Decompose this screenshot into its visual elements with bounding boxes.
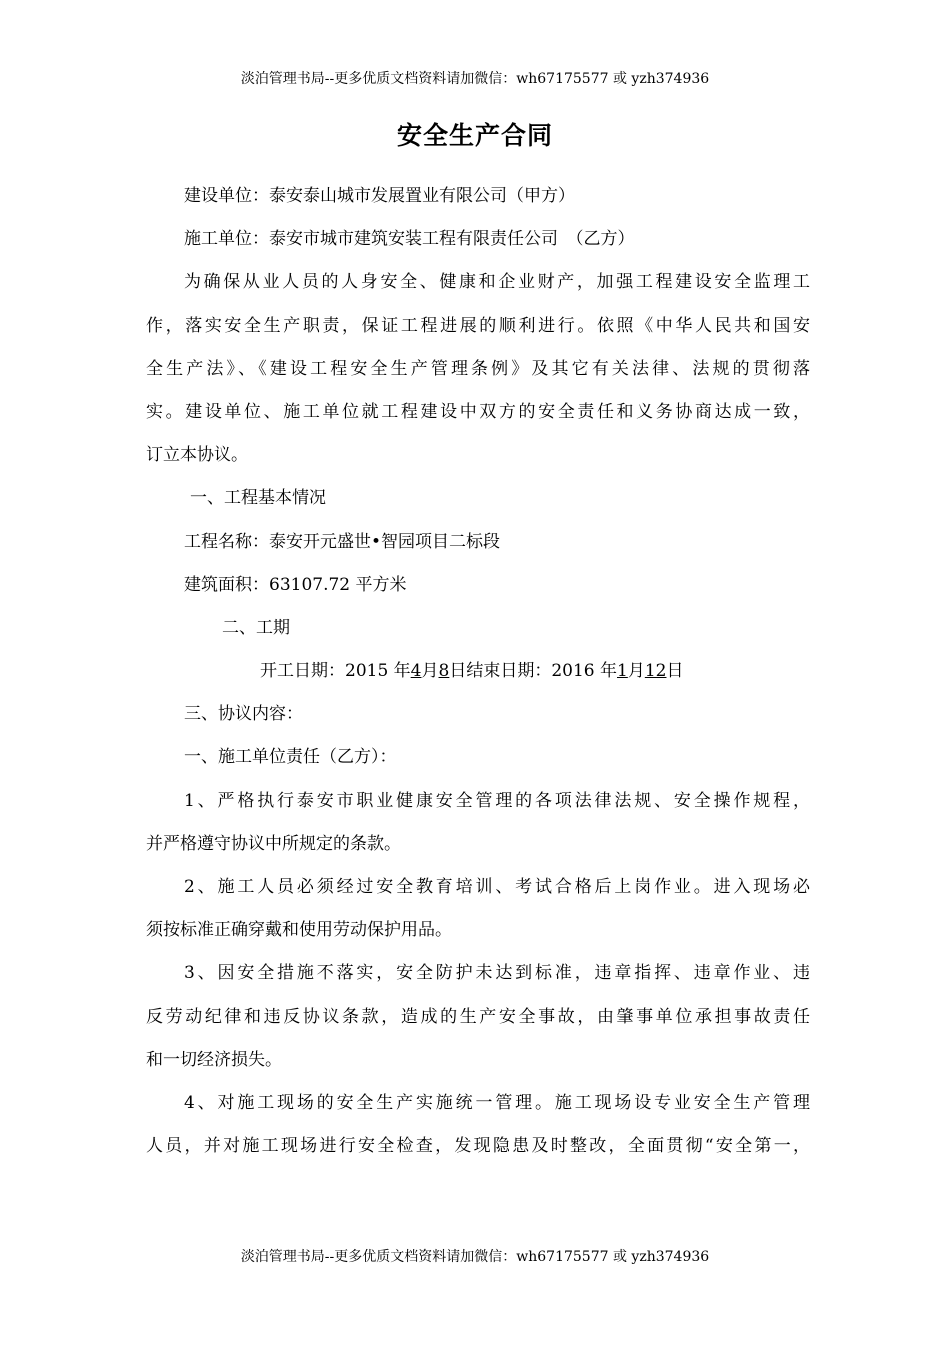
contractor-duties-heading: 一、施工单位责任（乙方）： — [184, 747, 397, 768]
month-char: 月 — [627, 661, 645, 682]
clause-line: 人员，并对施工现场进行安全检查，发现隐患及时整改，全面贯彻“安全第一， — [146, 1136, 810, 1157]
clause-line: 并严格遵守协议中所规定的条款。 — [146, 833, 401, 854]
builder-party: 建设单位：泰安泰山城市发展置业有限公司（甲方） — [184, 186, 575, 206]
clause-line: 反劳动纪律和违反协议条款，造成的生产安全事故，由肇事单位承担事故责任 — [146, 1006, 810, 1027]
intro-line: 作，落实安全生产职责，保证工程进展的顺利进行。依照《中华人民共和国安 — [146, 315, 810, 336]
start-day: 8 — [438, 661, 450, 682]
document-body — [146, 175, 810, 1168]
end-day: 12 — [644, 661, 667, 682]
section1-heading: 一、工程基本情况 — [190, 488, 326, 509]
clause-line: 2、施工人员必须经过安全教育培训、考试合格后上岗作业。进入现场必 — [184, 877, 810, 897]
clause-line: 3、因安全措施不落实，安全防护未达到标准，违章指挥、违章作业、违 — [184, 963, 810, 984]
intro-line: 为确保从业人员的人身安全、健康和企业财产，加强工程建设安全监理工 — [184, 272, 810, 293]
section3-heading: 三、协议内容： — [184, 704, 303, 725]
document-title: 安全生产合同 — [396, 121, 553, 150]
start-date-label: 开工日期：2015 年 — [260, 661, 411, 682]
clause-line: 和一切经济损失。 — [146, 1049, 282, 1070]
project-name: 工程名称：泰安开元盛世•智园项目二标段 — [184, 531, 501, 552]
floor-area: 建筑面积：63107.72 平方米 — [184, 574, 407, 595]
start-month: 4 — [410, 661, 422, 682]
end-month: 1 — [617, 661, 628, 682]
intro-line: 全生产法》、《建设工程安全生产管理条例》及其它有关法律、法规的贯彻落 — [146, 358, 810, 379]
intro-line: 实。建设单位、施工单位就工程建设中双方的安全责任和义务协商达成一致， — [146, 401, 810, 422]
contractor-party: 施工单位：泰安市城市建筑安装工程有限责任公司 （乙方） — [184, 229, 635, 250]
page-header: 淡泊管理书局--更多优质文档资料请加微信：wh67175577 或 yzh374936 — [240, 71, 710, 87]
clause-line: 4、对施工现场的安全生产实施统一管理。施工现场设专业安全生产管理 — [184, 1092, 810, 1113]
page-footer: 淡泊管理书局--更多优质文档资料请加微信：wh67175577 或 yzh374936 — [240, 1249, 710, 1265]
clause-line: 须按标准正确穿戴和使用劳动保护用品。 — [146, 920, 452, 941]
clause-line: 1、严格执行泰安市职业健康安全管理的各项法律法规、安全操作规程， — [184, 790, 810, 811]
intro-line: 订立本协议。 — [146, 445, 248, 466]
end-date-label: 日结束日期：2016 年 — [449, 661, 617, 682]
section2-heading: 二、工期 — [222, 617, 290, 638]
month-char: 月 — [421, 661, 439, 682]
construction-period — [146, 650, 810, 693]
day-char: 日 — [666, 661, 684, 682]
